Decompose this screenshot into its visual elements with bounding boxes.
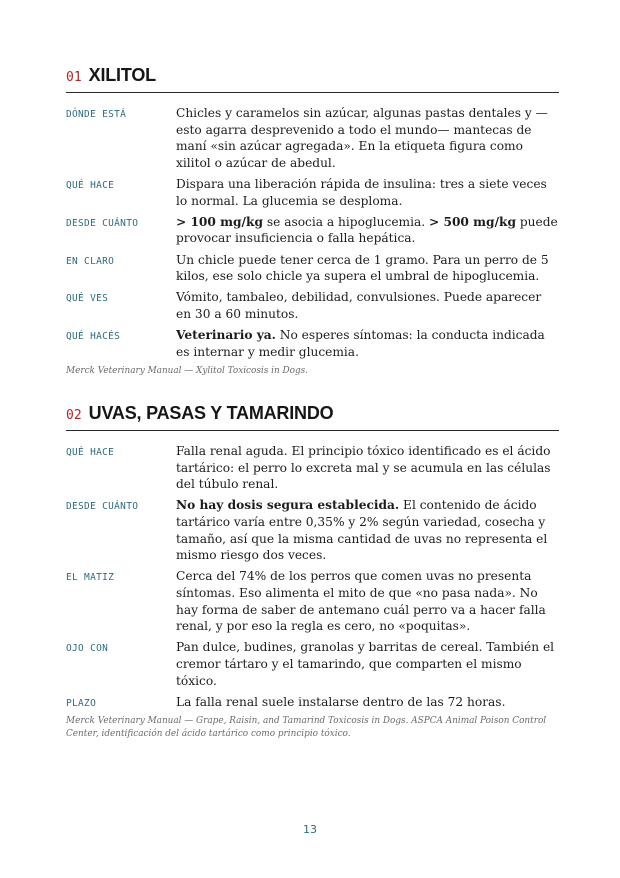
row-text xyxy=(176,497,559,563)
definition-row-plazo xyxy=(66,694,559,711)
row-text-part: El contenido de ácido tartárico varía entre 0,35% y 2% según variedad, cosecha y tamaño, así que la misma cantidad de uvas no representa el mismo riesgo dos veces. xyxy=(176,498,548,563)
row-label: EN CLARO xyxy=(66,255,115,267)
definition-row-que-hace xyxy=(66,443,559,493)
row-label: QUÉ HACÉS xyxy=(66,331,121,343)
emphasis-text: No hay dosis segura establecida. xyxy=(176,498,400,513)
row-label: DESDE CUÁNTO xyxy=(66,217,139,229)
section-number: 02 xyxy=(66,408,82,423)
row-text xyxy=(176,327,559,360)
source-citation: Merck Veterinary Manual — Xylitol Toxicosis in Dogs. xyxy=(66,366,309,377)
row-text: Dispara una liberación rápida de insulina: tres a siete veces lo normal. La glucemia se desploma. xyxy=(176,176,547,208)
page-number: 13 xyxy=(303,823,317,836)
definition-row-que-hace xyxy=(66,176,559,209)
section-uvas xyxy=(66,403,559,741)
row-text-part: puede provocar insuficiencia o falla hepática. xyxy=(176,214,558,246)
row-text-part: No esperes síntomas: la conducta indicada es internar y medir glucemia. xyxy=(176,328,545,359)
definition-row-en-claro xyxy=(66,252,559,285)
section-heading xyxy=(66,403,559,427)
row-text: Vómito, tambaleo, debilidad, convulsiones. Puede aparecer en 30 a 60 minutos. xyxy=(176,290,542,321)
row-label: OJO CON xyxy=(66,643,109,655)
emphasis-text: Veterinario ya. xyxy=(176,328,276,343)
row-label: QUÉ VES xyxy=(66,293,109,305)
section-heading xyxy=(66,65,559,89)
row-label: EL MATIZ xyxy=(66,572,115,584)
definition-list xyxy=(66,105,559,360)
row-text: Chicles y caramelos sin azúcar, algunas pastas dentales y —esto agarra desprevenido a todo el mundo— mantecas de maní «sin azúcar agregada». En la etiqueta figura como xilitol o azúcar de abedul. xyxy=(176,106,548,170)
dose-threshold-a: > 100 mg/kg xyxy=(176,214,263,229)
row-text: Un chicle puede tener cerca de 1 gramo. Para un perro de 5 kilos, ese solo chicle ya supera el umbral de hipoglucemia. xyxy=(176,252,549,284)
row-label: QUÉ HACE xyxy=(66,179,115,191)
section-title: XILITOL xyxy=(88,65,156,85)
source-citation: Merck Veterinary Manual — Grape, Raisin, and Tamarind Toxicosis in Dogs. ASPCA Animal Poison Control Center, identificación del ácido tartárico como principio tóxico. xyxy=(66,716,547,740)
row-text: Falla renal aguda. El principio tóxico identificado es el ácido tartárico: el perro lo excreta mal y se acumula en las células del túbulo renal. xyxy=(176,444,551,492)
row-text xyxy=(176,214,559,247)
definition-row-que-haces xyxy=(66,327,559,360)
dose-threshold-b: > 500 mg/kg xyxy=(429,214,516,229)
section-number: 01 xyxy=(66,70,82,85)
row-text-part: se asocia a hipoglucemia. xyxy=(262,214,430,229)
definition-row-desde-cuanto xyxy=(66,497,559,563)
definition-list xyxy=(66,443,559,710)
definition-row-el-matiz xyxy=(66,568,559,634)
row-label: QUÉ HACE xyxy=(66,447,115,458)
row-text: Cerca del 74% de los perros que comen uvas no presenta síntomas. Eso alimenta el mito de que «no pasa nada». No hay forma de saber de antemano cuál perro va a hacer falla renal, y por eso la regla es cero, no «poquitas». xyxy=(176,569,546,634)
row-label: PLAZO xyxy=(66,697,97,709)
row-text: La falla renal suele instalarse dentro de las 72 horas. xyxy=(176,694,506,709)
row-text: Pan dulce, budines, granolas y barritas de cereal. También el cremor tártaro y el tamarindo, que comparten el mismo tóxico. xyxy=(176,640,555,688)
section-title: UVAS, PASAS Y TAMARINDO xyxy=(88,403,334,423)
definition-row-desde-cuanto xyxy=(66,214,559,247)
section-xilitol xyxy=(66,65,559,378)
section-divider xyxy=(66,92,559,93)
section-divider xyxy=(66,430,559,431)
row-label: DÓNDE ESTÁ xyxy=(66,109,127,120)
definition-row-donde-esta xyxy=(66,105,559,171)
definition-row-que-ves xyxy=(66,289,559,322)
definition-row-ojo-con xyxy=(66,639,559,689)
row-label: DESDE CUÁNTO xyxy=(66,501,139,513)
